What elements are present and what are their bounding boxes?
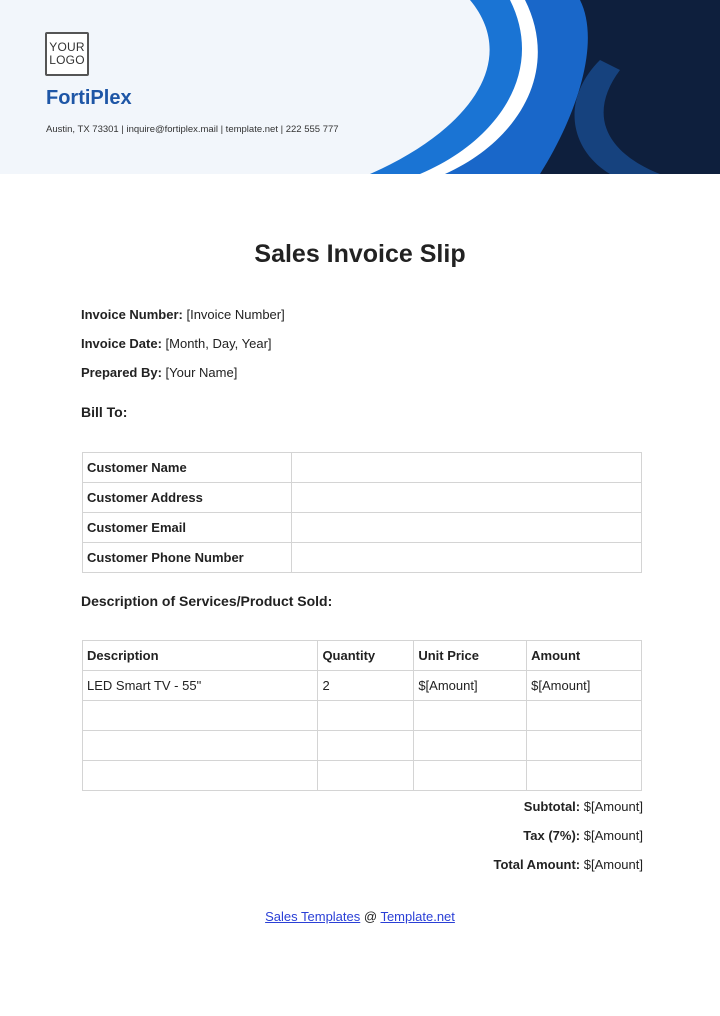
invoice-date-value: [Month, Day, Year]: [161, 336, 272, 351]
customer-name-value: [292, 453, 642, 483]
cell-description: [83, 701, 318, 731]
cell-amount: [527, 731, 642, 761]
page-title: Sales Invoice Slip: [254, 240, 466, 268]
table-row: [83, 671, 642, 701]
table-row: [83, 483, 642, 513]
table-row: [83, 453, 642, 483]
brand-name: FortiPlex: [46, 87, 132, 109]
customer-name-label: Customer Name: [83, 453, 292, 483]
prepared-by-label: Prepared By:: [81, 365, 162, 380]
sales-templates-link[interactable]: Sales Templates: [265, 909, 361, 924]
tax-line: [523, 828, 643, 843]
total-amount-line: [493, 857, 643, 872]
table-row: [83, 701, 642, 731]
cell-quantity: 2: [318, 671, 414, 701]
cell-amount: $[Amount]: [527, 671, 642, 701]
customer-phone-value: [292, 543, 642, 573]
column-header-description: Description: [83, 641, 318, 671]
logo-text-line2: LOGO: [49, 53, 85, 67]
cell-quantity: [318, 761, 414, 791]
invoice-number-value: [Invoice Number]: [182, 307, 285, 322]
table-row: [83, 543, 642, 573]
template-net-link[interactable]: Template.net: [380, 909, 455, 924]
customer-email-value: [292, 513, 642, 543]
cell-unit-price: $[Amount]: [414, 671, 527, 701]
customer-email-label: Customer Email: [83, 513, 292, 543]
customer-address-value: [292, 483, 642, 513]
cell-description: LED Smart TV - 55": [83, 671, 318, 701]
cell-unit-price: [414, 701, 527, 731]
table-row: [83, 761, 642, 791]
footer: [0, 909, 720, 924]
cell-amount: [527, 701, 642, 731]
invoice-date-line: [81, 336, 272, 351]
prepared-by-line: [81, 365, 237, 380]
bill-to-heading: Bill To:: [81, 404, 128, 420]
column-header-quantity: Quantity: [318, 641, 414, 671]
invoice-number-line: [81, 307, 285, 322]
prepared-by-value: [Your Name]: [161, 365, 238, 380]
tax-value: $[Amount]: [580, 828, 643, 843]
column-header-amount: Amount: [527, 641, 642, 671]
table-row: [83, 731, 642, 761]
cell-description: [83, 761, 318, 791]
total-amount-value: $[Amount]: [580, 857, 643, 872]
subtotal-value: $[Amount]: [580, 799, 643, 814]
invoice-number-label: Invoice Number:: [81, 307, 183, 322]
cell-unit-price: [414, 731, 527, 761]
tax-label: Tax (7%):: [523, 828, 581, 843]
cell-quantity: [318, 701, 414, 731]
logo-placeholder: [45, 32, 89, 76]
cell-quantity: [318, 731, 414, 761]
footer-separator: @: [360, 909, 381, 924]
logo-text-line1: YOUR: [49, 40, 85, 54]
cell-unit-price: [414, 761, 527, 791]
subtotal-line: [524, 799, 643, 814]
cell-description: [83, 731, 318, 761]
table-row: [83, 513, 642, 543]
cell-amount: [527, 761, 642, 791]
bill-to-table: [82, 452, 642, 573]
column-header-unit-price: Unit Price: [414, 641, 527, 671]
total-amount-label: Total Amount:: [493, 857, 581, 872]
invoice-date-label: Invoice Date:: [81, 336, 162, 351]
subtotal-label: Subtotal:: [523, 799, 581, 814]
header-banner: [0, 0, 720, 174]
items-table: [82, 640, 642, 791]
customer-phone-label: Customer Phone Number: [83, 543, 292, 573]
items-heading: Description of Services/Product Sold:: [81, 593, 333, 609]
customer-address-label: Customer Address: [83, 483, 292, 513]
table-header-row: [83, 641, 642, 671]
contact-info: Austin, TX 73301 | inquire@fortiplex.mail | template.net | 222 555 777: [46, 124, 339, 135]
